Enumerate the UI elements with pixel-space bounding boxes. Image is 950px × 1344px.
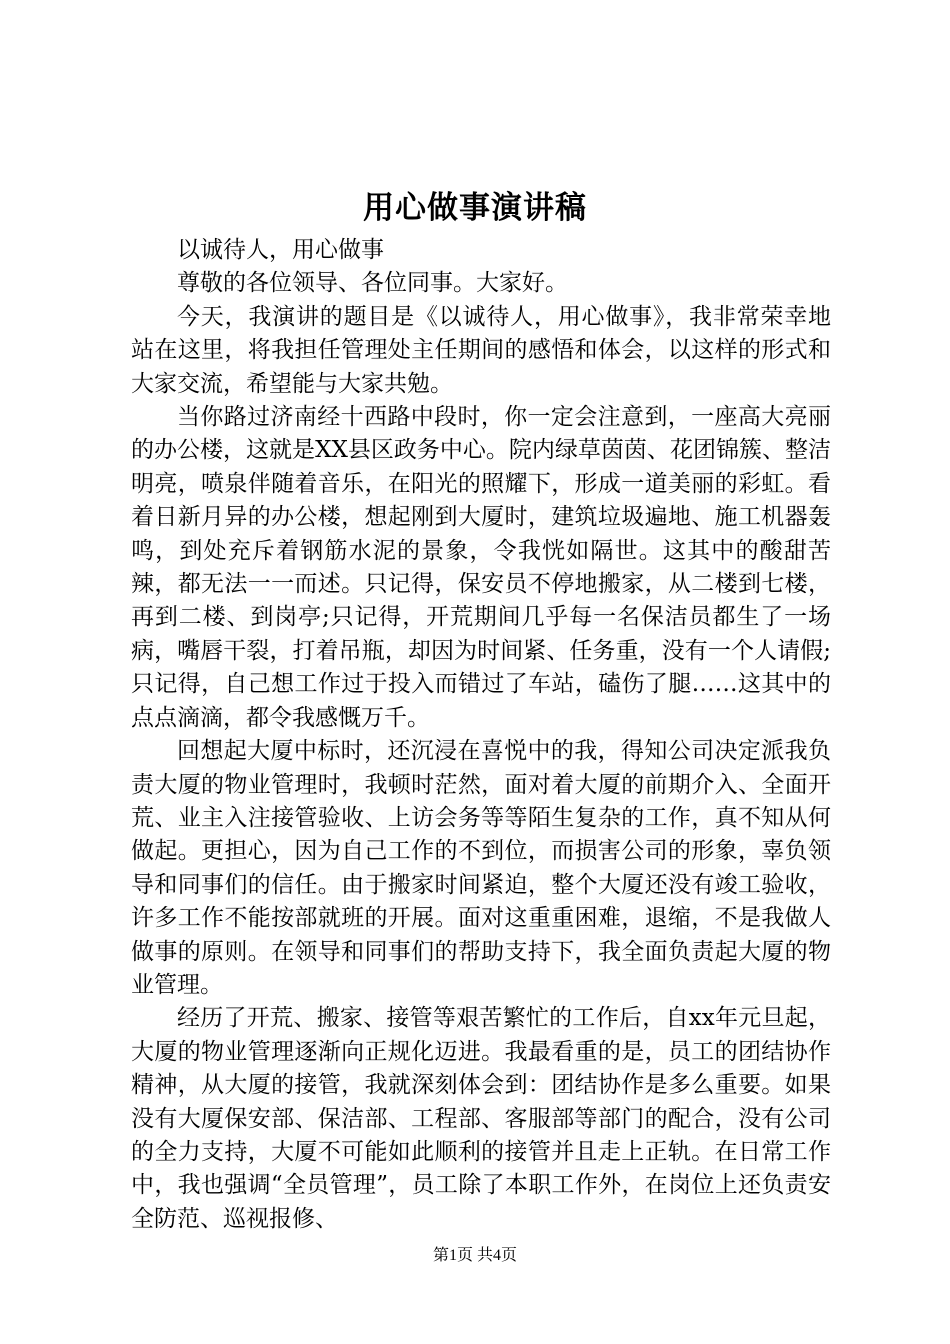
paragraph-building: 当你路过济南经十西路中段时，你一定会注意到，一座高大亮丽的办公楼，这就是XX县区政务中心。院内绿草茵茵、花团锦簇、整洁明亮，喷泉伴随着音乐，在阳光的照耀下，形成一道美丽的彩虹。看着日新月异的办公楼，想起刚到大厦时，建筑垃圾遍地、施工机器轰鸣，到处充斥着钢筋水泥的景象，令我恍如隔世。这其中的酸甜苦辣，都无法一一而述。只记得，保安员不停地搬家，从二楼到七楼，再到二楼、到岗亭;只记得，开荒期间几乎每一名保洁员都生了一场病，嘴唇干裂，打着吊瓶，却因为时间紧、任务重，没有一个人请假;只记得，自己想工作过于投入而错过了车站，磕伤了腿……这其中的点点滴滴，都令我感慨万千。 (131, 404, 831, 731)
paragraph-subtitle: 以诚待人，用心做事 (177, 237, 384, 263)
page-number-footer: 第1页 共4页 (432, 1247, 517, 1264)
paragraph-teamwork: 经历了开荒、搬家、接管等艰苦繁忙的工作后，自xx年元旦起，大厦的物业管理逐渐向正规化迈进。我最看重的是，员工的团结协作精神，从大厦的接管，我就深刻体会到：团结协作是多么重要。如果没有大厦保安部、保洁部、工程部、客服部等部门的配合，没有公司的全力支持，大厦不可能如此顺利的接管并且走上正轨。在日常工作中，我也强调“全员管理”，员工除了本职工作外，在岗位上还负责安全防范、巡视报修、 (131, 1005, 831, 1232)
document-title: 用心做事演讲稿 (363, 190, 587, 226)
document-body (131, 234, 831, 1236)
paragraph-recall: 回想起大厦中标时，还沉浸在喜悦中的我，得知公司决定派我负责大厦的物业管理时，我顿时茫然，面对着大厦的前期介入、全面开荒、业主入注接管验收、上访会务等等陌生复杂的工作，真不知从何做起。更担心，因为自己工作的不到位，而损害公司的形象，辜负领导和同事们的信任。由于搬家时间紧迫，整个大厦还没有竣工验收，许多工作不能按部就班的开展。面对这重重困难，退缩，不是我做人做事的原则。在领导和同事们的帮助支持下，我全面负责起大厦的物业管理。 (131, 738, 831, 998)
paragraph-greeting: 尊敬的各位领导、各位同事。大家好。 (177, 270, 568, 297)
paragraph-intro: 今天，我演讲的题目是《以诚待人，用心做事》，我非常荣幸地站在这里，将我担任管理处主任期间的感悟和体会，以这样的形式和大家交流，希望能与大家共勉。 (131, 303, 831, 397)
